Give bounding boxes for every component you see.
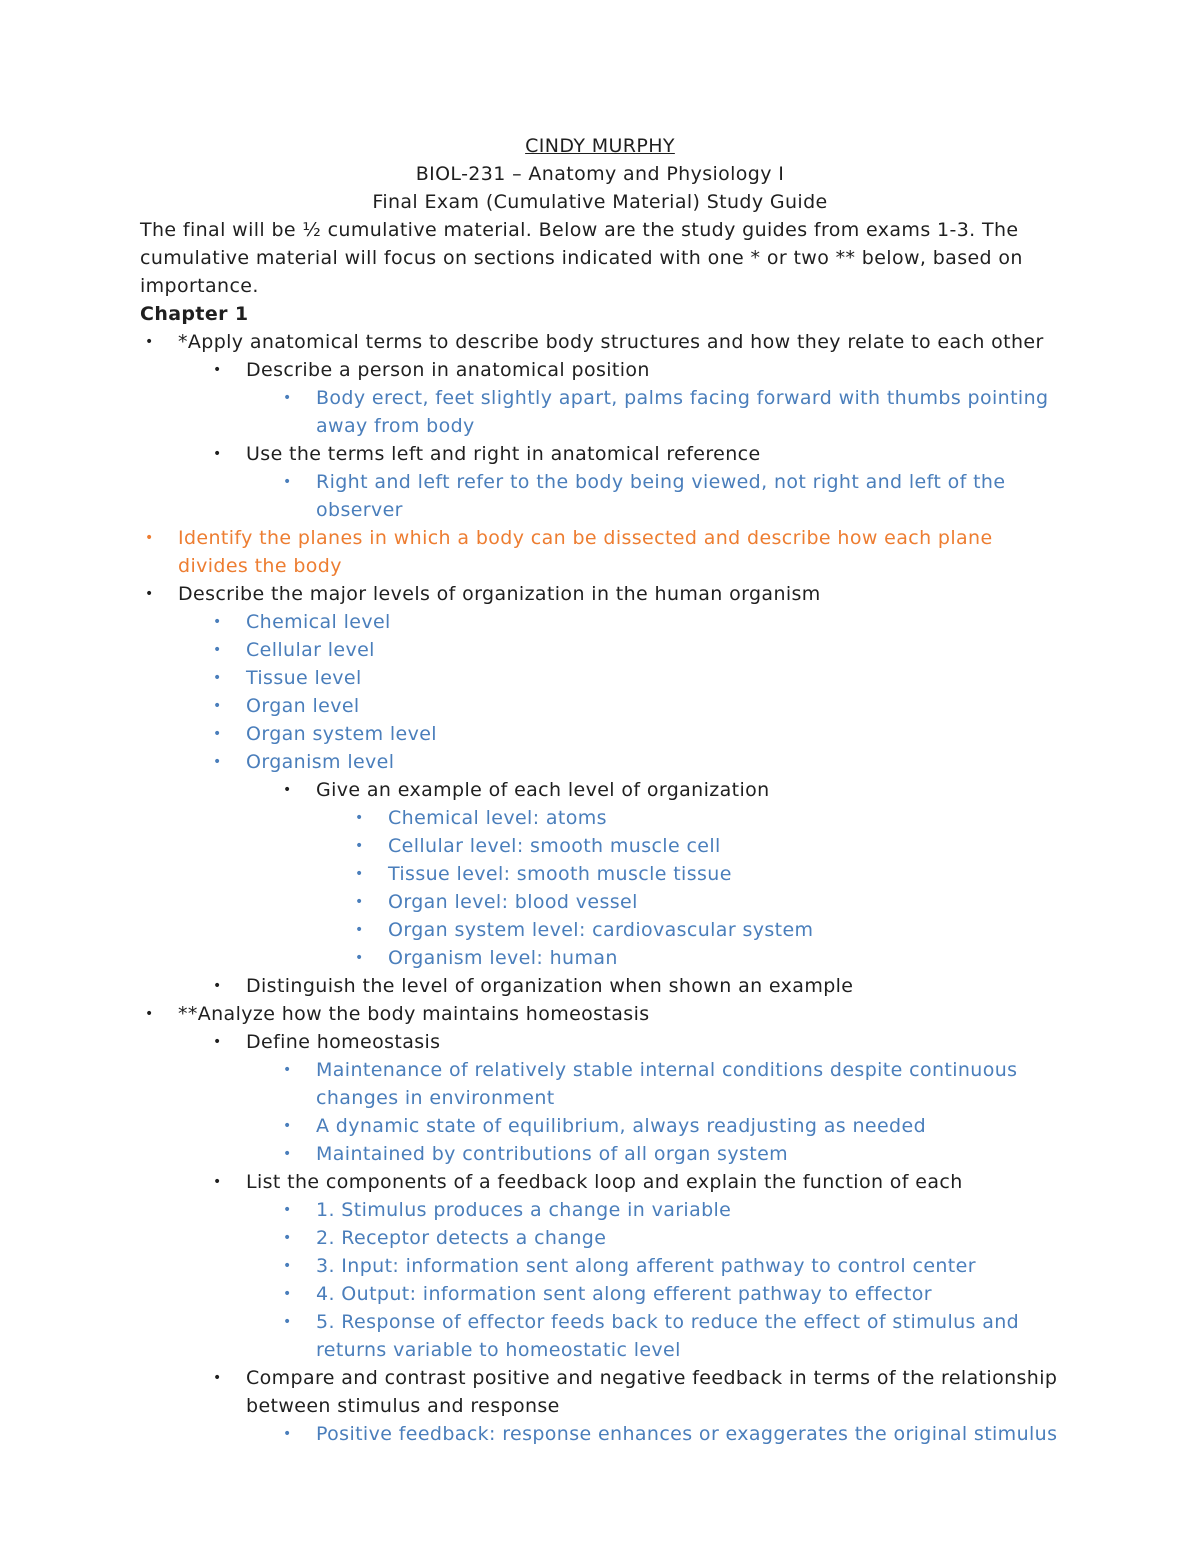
- bullet-icon: •: [145, 334, 154, 350]
- list-item-text: Define homeostasis: [246, 1031, 441, 1053]
- list-item-text: Positive feedback: response enhances or exaggerates the original stimulus: [316, 1423, 1058, 1445]
- bullet-icon: •: [213, 726, 222, 742]
- course-title: BIOL-231 – Anatomy and Physiology I: [415, 163, 785, 185]
- document-title: Final Exam (Cumulative Material) Study Guide: [372, 191, 828, 213]
- bullet-icon: •: [213, 446, 222, 462]
- list-item-text: Identify the planes in which a body can be dissected and describe how each plane divides the body: [178, 527, 993, 577]
- list-item: [355, 804, 1060, 832]
- bullet-icon: •: [213, 1034, 222, 1050]
- author-name: CINDY MURPHY: [525, 135, 675, 157]
- list-item: [213, 356, 1060, 384]
- list-item: [283, 1140, 1060, 1168]
- bullet-icon: •: [213, 754, 222, 770]
- list-item-text: Describe the major levels of organization in the human organism: [178, 583, 821, 605]
- bullet-icon: •: [283, 1230, 292, 1246]
- list-item: [213, 664, 1060, 692]
- list-item: [355, 888, 1060, 916]
- list-item: [283, 1112, 1060, 1140]
- list-item: [283, 1196, 1060, 1224]
- bullet-icon: •: [283, 782, 292, 798]
- list-item: [355, 832, 1060, 860]
- list-item: [213, 636, 1060, 664]
- list-item-text: Compare and contrast positive and negative feedback in terms of the relationship between stimulus and response: [246, 1367, 1058, 1417]
- bullet-icon: •: [283, 1146, 292, 1162]
- list-item-text: Cellular level: [246, 639, 375, 661]
- list-item: [283, 1308, 1060, 1364]
- bullet-icon: •: [213, 642, 222, 658]
- chapter-heading: Chapter 1: [140, 303, 249, 325]
- list-item: [213, 972, 1060, 1000]
- list-item-text: Maintenance of relatively stable internal conditions despite continuous changes in environment: [316, 1059, 1018, 1109]
- bullet-icon: •: [145, 1006, 154, 1022]
- list-item: [213, 440, 1060, 468]
- list-item-text: Right and left refer to the body being viewed, not right and left of the observer: [316, 471, 1006, 521]
- bullet-icon: •: [283, 390, 292, 406]
- list-item-text: Organism level: [246, 751, 395, 773]
- list-item-text: 2. Receptor detects a change: [316, 1227, 607, 1249]
- list-item-text: A dynamic state of equilibrium, always readjusting as needed: [316, 1115, 927, 1137]
- bullet-icon: •: [355, 838, 364, 854]
- list-item-text: Cellular level: smooth muscle cell: [388, 835, 721, 857]
- list-item-text: Organ level: [246, 695, 360, 717]
- list-item: [283, 776, 1060, 804]
- list-item-text: Organism level: human: [388, 947, 618, 969]
- list-item-text: 3. Input: information sent along afferent pathway to control center: [316, 1255, 976, 1277]
- bullet-icon: •: [355, 950, 364, 966]
- list-item: [213, 608, 1060, 636]
- list-item-text: 4. Output: information sent along efferent pathway to effector: [316, 1283, 932, 1305]
- list-item-text: Organ level: blood vessel: [388, 891, 638, 913]
- list-item-text: Maintained by contributions of all organ system: [316, 1143, 789, 1165]
- list-item-text: Use the terms left and right in anatomical reference: [246, 443, 761, 465]
- bullet-icon: •: [145, 530, 154, 546]
- bullet-icon: •: [213, 614, 222, 630]
- list-item-text: Describe a person in anatomical position: [246, 359, 650, 381]
- list-item-text: 5. Response of effector feeds back to reduce the effect of stimulus and returns variable to homeostatic level: [316, 1311, 1020, 1361]
- list-item: [283, 384, 1060, 440]
- list-item-text: **Analyze how the body maintains homeostasis: [178, 1003, 650, 1025]
- list-item: [283, 468, 1060, 524]
- intro-paragraph: The final will be ½ cumulative material. Below are the study guides from exams 1-3. The cumulative material will focus on sections indicated with one * or two ** below, based on importance.: [140, 219, 1023, 297]
- bullet-icon: •: [213, 698, 222, 714]
- bullet-icon: •: [283, 474, 292, 490]
- list-item-text: Organ system level: cardiovascular system: [388, 919, 814, 941]
- list-item-text: Chemical level: [246, 611, 391, 633]
- list-item-text: *Apply anatomical terms to describe body structures and how they relate to each other: [178, 331, 1044, 353]
- bullet-icon: •: [283, 1286, 292, 1302]
- bullet-icon: •: [213, 1370, 222, 1386]
- list-item: [283, 1420, 1060, 1448]
- bullet-icon: •: [355, 894, 364, 910]
- bullet-icon: •: [283, 1426, 292, 1442]
- bullet-icon: •: [283, 1118, 292, 1134]
- list-item-text: Chemical level: atoms: [388, 807, 607, 829]
- bullet-icon: •: [213, 362, 222, 378]
- bullet-icon: •: [213, 1174, 222, 1190]
- document-header: [140, 132, 1060, 216]
- bullet-icon: •: [213, 978, 222, 994]
- bullet-icon: •: [355, 810, 364, 826]
- bullet-icon: •: [283, 1258, 292, 1274]
- list-item: [213, 1028, 1060, 1056]
- list-item-text: Distinguish the level of organization when shown an example: [246, 975, 854, 997]
- list-item: [145, 1000, 1060, 1028]
- list-item-text: 1. Stimulus produces a change in variable: [316, 1199, 732, 1221]
- list-item-text: Tissue level: [246, 667, 362, 689]
- list-item-text: List the components of a feedback loop and explain the function of each: [246, 1171, 963, 1193]
- list-item: [145, 580, 1060, 608]
- bullet-icon: •: [355, 922, 364, 938]
- list-item: [213, 1168, 1060, 1196]
- bullet-icon: •: [213, 670, 222, 686]
- list-item: [283, 1056, 1060, 1112]
- list-item-text: Give an example of each level of organization: [316, 779, 770, 801]
- bullet-icon: •: [283, 1062, 292, 1078]
- list-item: [355, 916, 1060, 944]
- list-item: [213, 1364, 1060, 1420]
- list-item: [355, 860, 1060, 888]
- list-item: [213, 720, 1060, 748]
- list-item-text: Tissue level: smooth muscle tissue: [388, 863, 732, 885]
- list-item: [283, 1252, 1060, 1280]
- list-item: [213, 692, 1060, 720]
- list-item: [213, 748, 1060, 776]
- bullet-icon: •: [283, 1314, 292, 1330]
- bullet-icon: •: [283, 1202, 292, 1218]
- list-item: [145, 524, 1060, 580]
- list-item: [145, 328, 1060, 356]
- list-item: [283, 1280, 1060, 1308]
- outline-list: [140, 328, 1060, 1448]
- bullet-icon: •: [355, 866, 364, 882]
- list-item-text: Body erect, feet slightly apart, palms facing forward with thumbs pointing away from body: [316, 387, 1049, 437]
- list-item: [355, 944, 1060, 972]
- bullet-icon: •: [145, 586, 154, 602]
- list-item-text: Organ system level: [246, 723, 437, 745]
- list-item: [283, 1224, 1060, 1252]
